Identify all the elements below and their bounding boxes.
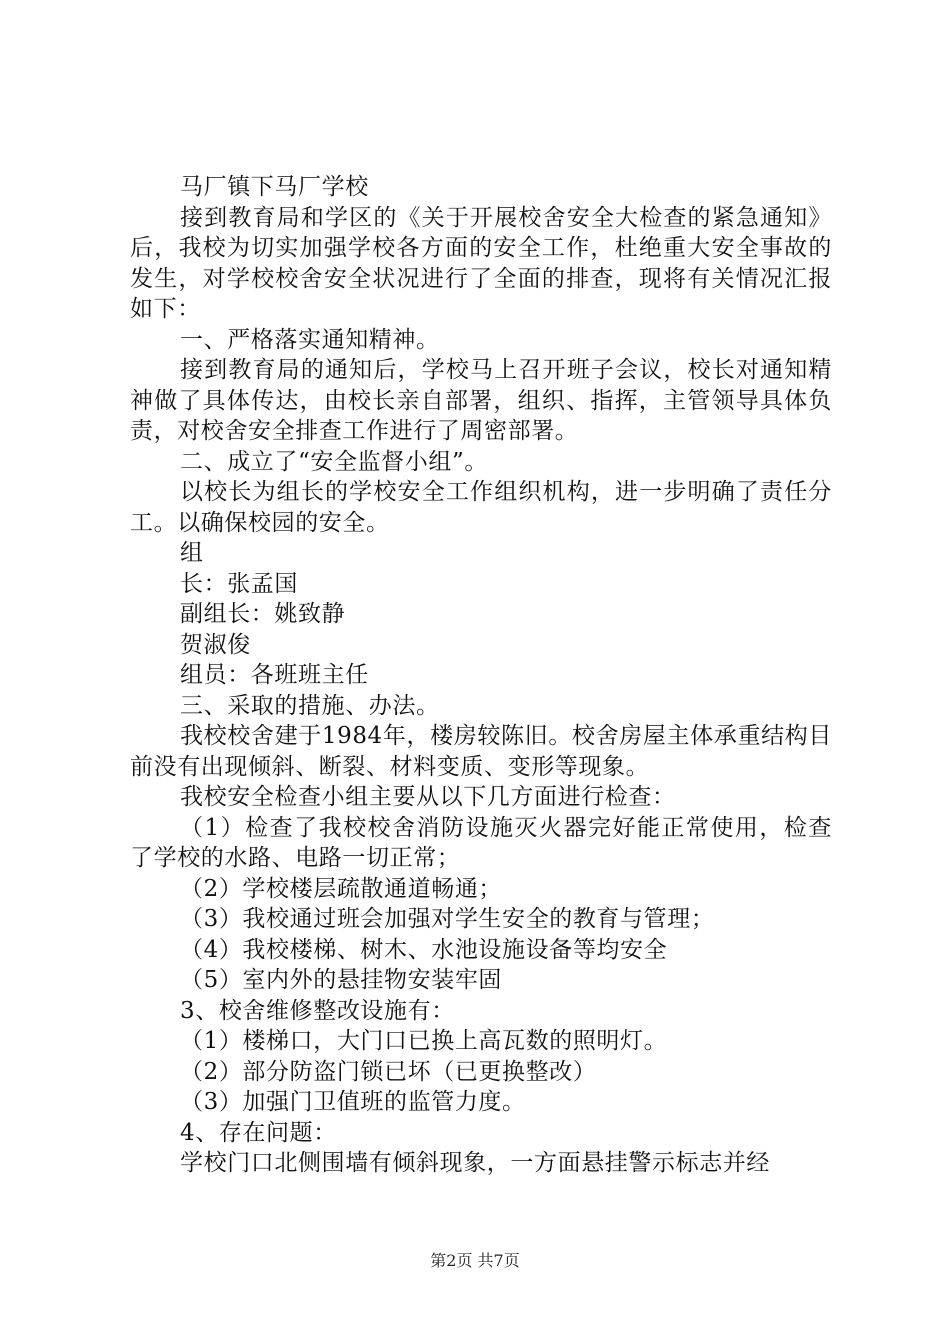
paragraph: 组员：各班班主任 [180, 662, 369, 688]
paragraph: 4、存在问题： [180, 1119, 337, 1146]
paragraph: 二、成立了“安全监督小组”。 [180, 448, 488, 475]
paragraph: 三、采取的措施、办法。 [180, 692, 440, 719]
paragraph: （4）我校楼梯、树木、水池设施设备等均安全 [180, 936, 668, 963]
page-number-footer: 第2页 共7页 [430, 1251, 520, 1270]
paragraph: 一、严格落实通知精神。 [180, 326, 440, 353]
paragraph: 我校校舍建于1984年，楼房较陈旧。校舍房屋主体承重结构目前没有出现倾斜、断裂、材料变质、变形等现象。 [130, 723, 832, 780]
paragraph: 接到教育局的通知后，学校马上召开班子会议，校长对通知精神做了具体传达，由校长亲自部署，组织、指挥，主管领导具体负责，对校舍安全排查工作进行了周密部署。 [130, 357, 832, 444]
paragraph: （3）我校通过班会加强对学生安全的教育与管理； [180, 906, 715, 932]
paragraph: 3、校舍维修整改设施有： [180, 997, 455, 1024]
paragraph: 副组长：姚致静 [180, 601, 346, 627]
paragraph: （1）楼梯口，大门口已换上高瓦数的照明灯。 [180, 1028, 668, 1054]
paragraph: 长：张孟国 [180, 570, 298, 597]
paragraph: （2）学校楼层疏散通道畅通； [180, 875, 503, 902]
paragraph: （2）部分防盗门锁已坏（已更换整改） [180, 1058, 597, 1085]
paragraph: 组 [180, 540, 204, 566]
paragraph: （3）加强门卫值班的监管力度。 [180, 1089, 526, 1115]
paragraph: 马厂镇下马厂学校 [180, 174, 369, 200]
document-body [130, 172, 832, 1179]
paragraph: （5）室内外的悬挂物安装牢固 [180, 967, 503, 993]
paragraph: 接到教育局和学区的《关于开展校舍安全大检查的紧急通知》后，我校为切实加强学校各方面的安全工作，杜绝重大安全事故的发生，对学校校舍安全状况进行了全面的排查，现将有关情况汇报如下： [130, 204, 832, 322]
paragraph: 贺淑俊 [180, 631, 251, 658]
paragraph: 我校安全检查小组主要从以下几方面进行检查： [180, 784, 676, 810]
paragraph: 学校门口北侧围墙有倾斜现象，一方面悬挂警示标志并经 [180, 1150, 770, 1176]
paragraph: 以校长为组长的学校安全工作组织机构，进一步明确了责任分工。以确保校园的安全。 [130, 479, 832, 536]
paragraph: （1）检查了我校校舍消防设施灭火器完好能正常使用，检查了学校的水路、电路一切正常； [130, 814, 832, 871]
